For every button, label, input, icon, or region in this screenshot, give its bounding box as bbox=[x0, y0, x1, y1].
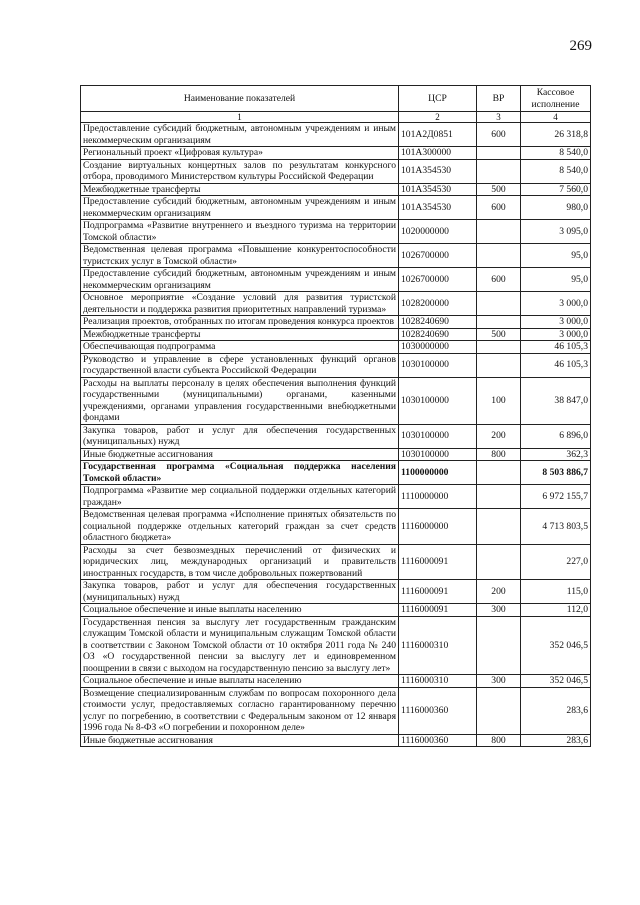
row-vr bbox=[477, 353, 521, 377]
row-amount: 112,0 bbox=[521, 604, 591, 617]
row-csr: 1028240690 bbox=[399, 328, 477, 341]
row-csr: 1116000360 bbox=[399, 687, 477, 734]
row-name: Ведомственная целевая программа «Исполнение принятых обязательств по социальной поддержке отдельных категорий граждан за счет средств областного бюджета» bbox=[81, 509, 399, 545]
row-vr: 300 bbox=[477, 604, 521, 617]
table-row bbox=[81, 377, 591, 424]
row-amount: 46 105,3 bbox=[521, 353, 591, 377]
row-amount: 3 000,0 bbox=[521, 292, 591, 316]
table-row bbox=[81, 734, 591, 747]
row-name: Возмещение специализированным службам по вопросам похоронного дела стоимости услуг, предоставляемых согласно гарантированному перечню услуг по погребению, в соответствии с Федеральным законом от 12 января 1996 года № 8-ФЗ «О погребении и похоронном деле» bbox=[81, 687, 399, 734]
table-row bbox=[81, 544, 591, 580]
row-csr: 1116000091 bbox=[399, 580, 477, 604]
row-vr: 800 bbox=[477, 734, 521, 747]
table-row bbox=[81, 196, 591, 220]
row-csr: 1026700000 bbox=[399, 244, 477, 268]
row-amount: 26 318,8 bbox=[521, 123, 591, 147]
row-amount: 980,0 bbox=[521, 196, 591, 220]
row-name: Государственная пенсия за выслугу лет государственным гражданским служащим Томской области и муниципальным служащим Томской области в соответствии с Законом Томской области от 10 октября 2011 года № 240 ОЗ «О государственной пенсии за выслугу лет и единовременном поощрении в связи с выходом на государственную пенсию за выслугу лет» bbox=[81, 616, 399, 675]
table-row bbox=[81, 580, 591, 604]
row-name: Социальное обеспечение и иные выплаты населению bbox=[81, 675, 399, 688]
row-amount: 115,0 bbox=[521, 580, 591, 604]
row-csr: 1116000310 bbox=[399, 675, 477, 688]
row-amount: 362,3 bbox=[521, 448, 591, 461]
row-vr bbox=[477, 316, 521, 329]
row-vr bbox=[477, 220, 521, 244]
row-amount: 7 560,0 bbox=[521, 183, 591, 196]
row-csr: 1030000000 bbox=[399, 341, 477, 354]
row-name: Ведомственная целевая программа «Повышение конкурентоспособности туристских услуг в Томской области» bbox=[81, 244, 399, 268]
header-amount: Кассовое исполнение bbox=[521, 86, 591, 112]
row-amount: 8 503 886,7 bbox=[521, 461, 591, 485]
row-name: Расходы на выплаты персоналу в целях обеспечения выполнения функций государственными (муниципальными) органами, казенными учреждениями, органами управления государственными внебюджетными фондами bbox=[81, 377, 399, 424]
table-row bbox=[81, 292, 591, 316]
row-csr: 1116000091 bbox=[399, 604, 477, 617]
row-name: Иные бюджетные ассигнования bbox=[81, 448, 399, 461]
table-row bbox=[81, 159, 591, 183]
table-row bbox=[81, 147, 591, 160]
budget-table bbox=[80, 85, 591, 747]
row-name: Реализация проектов, отобранных по итогам проведения конкурса проектов bbox=[81, 316, 399, 329]
row-name: Межбюджетные трансферты bbox=[81, 328, 399, 341]
row-name: Предоставление субсидий бюджетным, автономным учреждениям и иным некоммерческим организациям bbox=[81, 196, 399, 220]
table-row bbox=[81, 448, 591, 461]
row-csr: 1020000000 bbox=[399, 220, 477, 244]
header-name: Наименование показателей bbox=[81, 86, 399, 112]
table-row bbox=[81, 244, 591, 268]
header-number: 2 bbox=[399, 112, 477, 123]
row-vr bbox=[477, 687, 521, 734]
row-vr: 200 bbox=[477, 424, 521, 448]
row-vr bbox=[477, 147, 521, 160]
row-name: Подпрограмма «Развитие внутреннего и въездного туризма на территории Томской области» bbox=[81, 220, 399, 244]
row-name: Социальное обеспечение и иные выплаты населению bbox=[81, 604, 399, 617]
table-row bbox=[81, 268, 591, 292]
row-name: Закупка товаров, работ и услуг для обеспечения государственных (муниципальных) нужд bbox=[81, 424, 399, 448]
row-csr: 101A354530 bbox=[399, 196, 477, 220]
row-csr: 1028240690 bbox=[399, 316, 477, 329]
header-vr: ВР bbox=[477, 86, 521, 112]
row-amount: 8 540,0 bbox=[521, 159, 591, 183]
table-row bbox=[81, 353, 591, 377]
row-vr bbox=[477, 244, 521, 268]
row-vr: 500 bbox=[477, 328, 521, 341]
row-vr: 200 bbox=[477, 580, 521, 604]
row-name: Расходы за счет безвозмездных перечислений от физических и юридических лиц, международных организаций и правительств иностранных государств, в том числе добровольных пожертвований bbox=[81, 544, 399, 580]
header-row bbox=[81, 86, 591, 112]
table-row bbox=[81, 616, 591, 675]
table-row bbox=[81, 509, 591, 545]
row-amount: 4 713 803,5 bbox=[521, 509, 591, 545]
row-name: Обеспечивающая подпрограмма bbox=[81, 341, 399, 354]
row-csr: 101A354530 bbox=[399, 159, 477, 183]
row-csr: 101A2Д0851 bbox=[399, 123, 477, 147]
row-amount: 95,0 bbox=[521, 268, 591, 292]
table-row bbox=[81, 123, 591, 147]
row-name: Межбюджетные трансферты bbox=[81, 183, 399, 196]
header-number: 3 bbox=[477, 112, 521, 123]
row-name: Закупка товаров, работ и услуг для обеспечения государственных (муниципальных) нужд bbox=[81, 580, 399, 604]
header-csr: ЦСР bbox=[399, 86, 477, 112]
table-row bbox=[81, 341, 591, 354]
row-amount: 8 540,0 bbox=[521, 147, 591, 160]
header-number: 4 bbox=[521, 112, 591, 123]
row-csr: 1026700000 bbox=[399, 268, 477, 292]
row-vr bbox=[477, 292, 521, 316]
row-csr: 1100000000 bbox=[399, 461, 477, 485]
row-csr: 1030100000 bbox=[399, 353, 477, 377]
row-vr bbox=[477, 485, 521, 509]
header-numbers-row bbox=[81, 112, 591, 123]
row-csr: 1030100000 bbox=[399, 448, 477, 461]
row-amount: 227,0 bbox=[521, 544, 591, 580]
row-amount: 95,0 bbox=[521, 244, 591, 268]
row-amount: 6 896,0 bbox=[521, 424, 591, 448]
row-vr: 600 bbox=[477, 123, 521, 147]
row-csr: 1116000360 bbox=[399, 734, 477, 747]
row-vr: 600 bbox=[477, 196, 521, 220]
row-name: Государственная программа «Социальная поддержка населения Томской области» bbox=[81, 461, 399, 485]
row-name: Региональный проект «Цифровая культура» bbox=[81, 147, 399, 160]
row-csr: 1116000000 bbox=[399, 509, 477, 545]
table-row bbox=[81, 424, 591, 448]
row-name: Руководство и управление в сфере установленных функций органов государственной власти субъекта Российской Федерации bbox=[81, 353, 399, 377]
table-row bbox=[81, 485, 591, 509]
row-amount: 6 972 155,7 bbox=[521, 485, 591, 509]
row-name: Подпрограмма «Развитие мер социальной поддержки отдельных категорий граждан» bbox=[81, 485, 399, 509]
row-vr bbox=[477, 159, 521, 183]
row-amount: 3 000,0 bbox=[521, 328, 591, 341]
row-csr: 101A300000 bbox=[399, 147, 477, 160]
table-row bbox=[81, 604, 591, 617]
row-amount: 46 105,3 bbox=[521, 341, 591, 354]
row-vr bbox=[477, 544, 521, 580]
table-row bbox=[81, 220, 591, 244]
page-number: 269 bbox=[569, 38, 592, 54]
row-vr bbox=[477, 616, 521, 675]
row-csr: 101A354530 bbox=[399, 183, 477, 196]
row-csr: 1110000000 bbox=[399, 485, 477, 509]
table-row bbox=[81, 687, 591, 734]
table-row bbox=[81, 675, 591, 688]
row-amount: 352 046,5 bbox=[521, 675, 591, 688]
table-row bbox=[81, 328, 591, 341]
row-vr bbox=[477, 341, 521, 354]
table-body bbox=[81, 123, 591, 747]
table-row bbox=[81, 183, 591, 196]
row-name: Создание виртуальных концертных залов по результатам конкурсного отбора, проводимого Министерством культуры Российской Федерации bbox=[81, 159, 399, 183]
row-vr: 300 bbox=[477, 675, 521, 688]
row-csr: 1116000091 bbox=[399, 544, 477, 580]
row-amount: 283,6 bbox=[521, 687, 591, 734]
row-vr: 600 bbox=[477, 268, 521, 292]
row-csr: 1116000310 bbox=[399, 616, 477, 675]
row-amount: 3 000,0 bbox=[521, 316, 591, 329]
row-name: Предоставление субсидий бюджетным, автономным учреждениям и иным некоммерческим организациям bbox=[81, 268, 399, 292]
row-name: Иные бюджетные ассигнования bbox=[81, 734, 399, 747]
table-row bbox=[81, 461, 591, 485]
row-name: Предоставление субсидий бюджетным, автономным учреждениям и иным некоммерческим организациям bbox=[81, 123, 399, 147]
row-csr: 1030100000 bbox=[399, 424, 477, 448]
row-amount: 3 095,0 bbox=[521, 220, 591, 244]
row-vr bbox=[477, 509, 521, 545]
row-vr: 100 bbox=[477, 377, 521, 424]
header-number: 1 bbox=[81, 112, 399, 123]
row-name: Основное мероприятие «Создание условий для развития туристской деятельности и поддержка развития приоритетных направлений туризма» bbox=[81, 292, 399, 316]
row-vr bbox=[477, 461, 521, 485]
row-csr: 1028200000 bbox=[399, 292, 477, 316]
row-vr: 500 bbox=[477, 183, 521, 196]
row-amount: 283,6 bbox=[521, 734, 591, 747]
row-amount: 352 046,5 bbox=[521, 616, 591, 675]
row-csr: 1030100000 bbox=[399, 377, 477, 424]
row-vr: 800 bbox=[477, 448, 521, 461]
table-row bbox=[81, 316, 591, 329]
row-amount: 38 847,0 bbox=[521, 377, 591, 424]
